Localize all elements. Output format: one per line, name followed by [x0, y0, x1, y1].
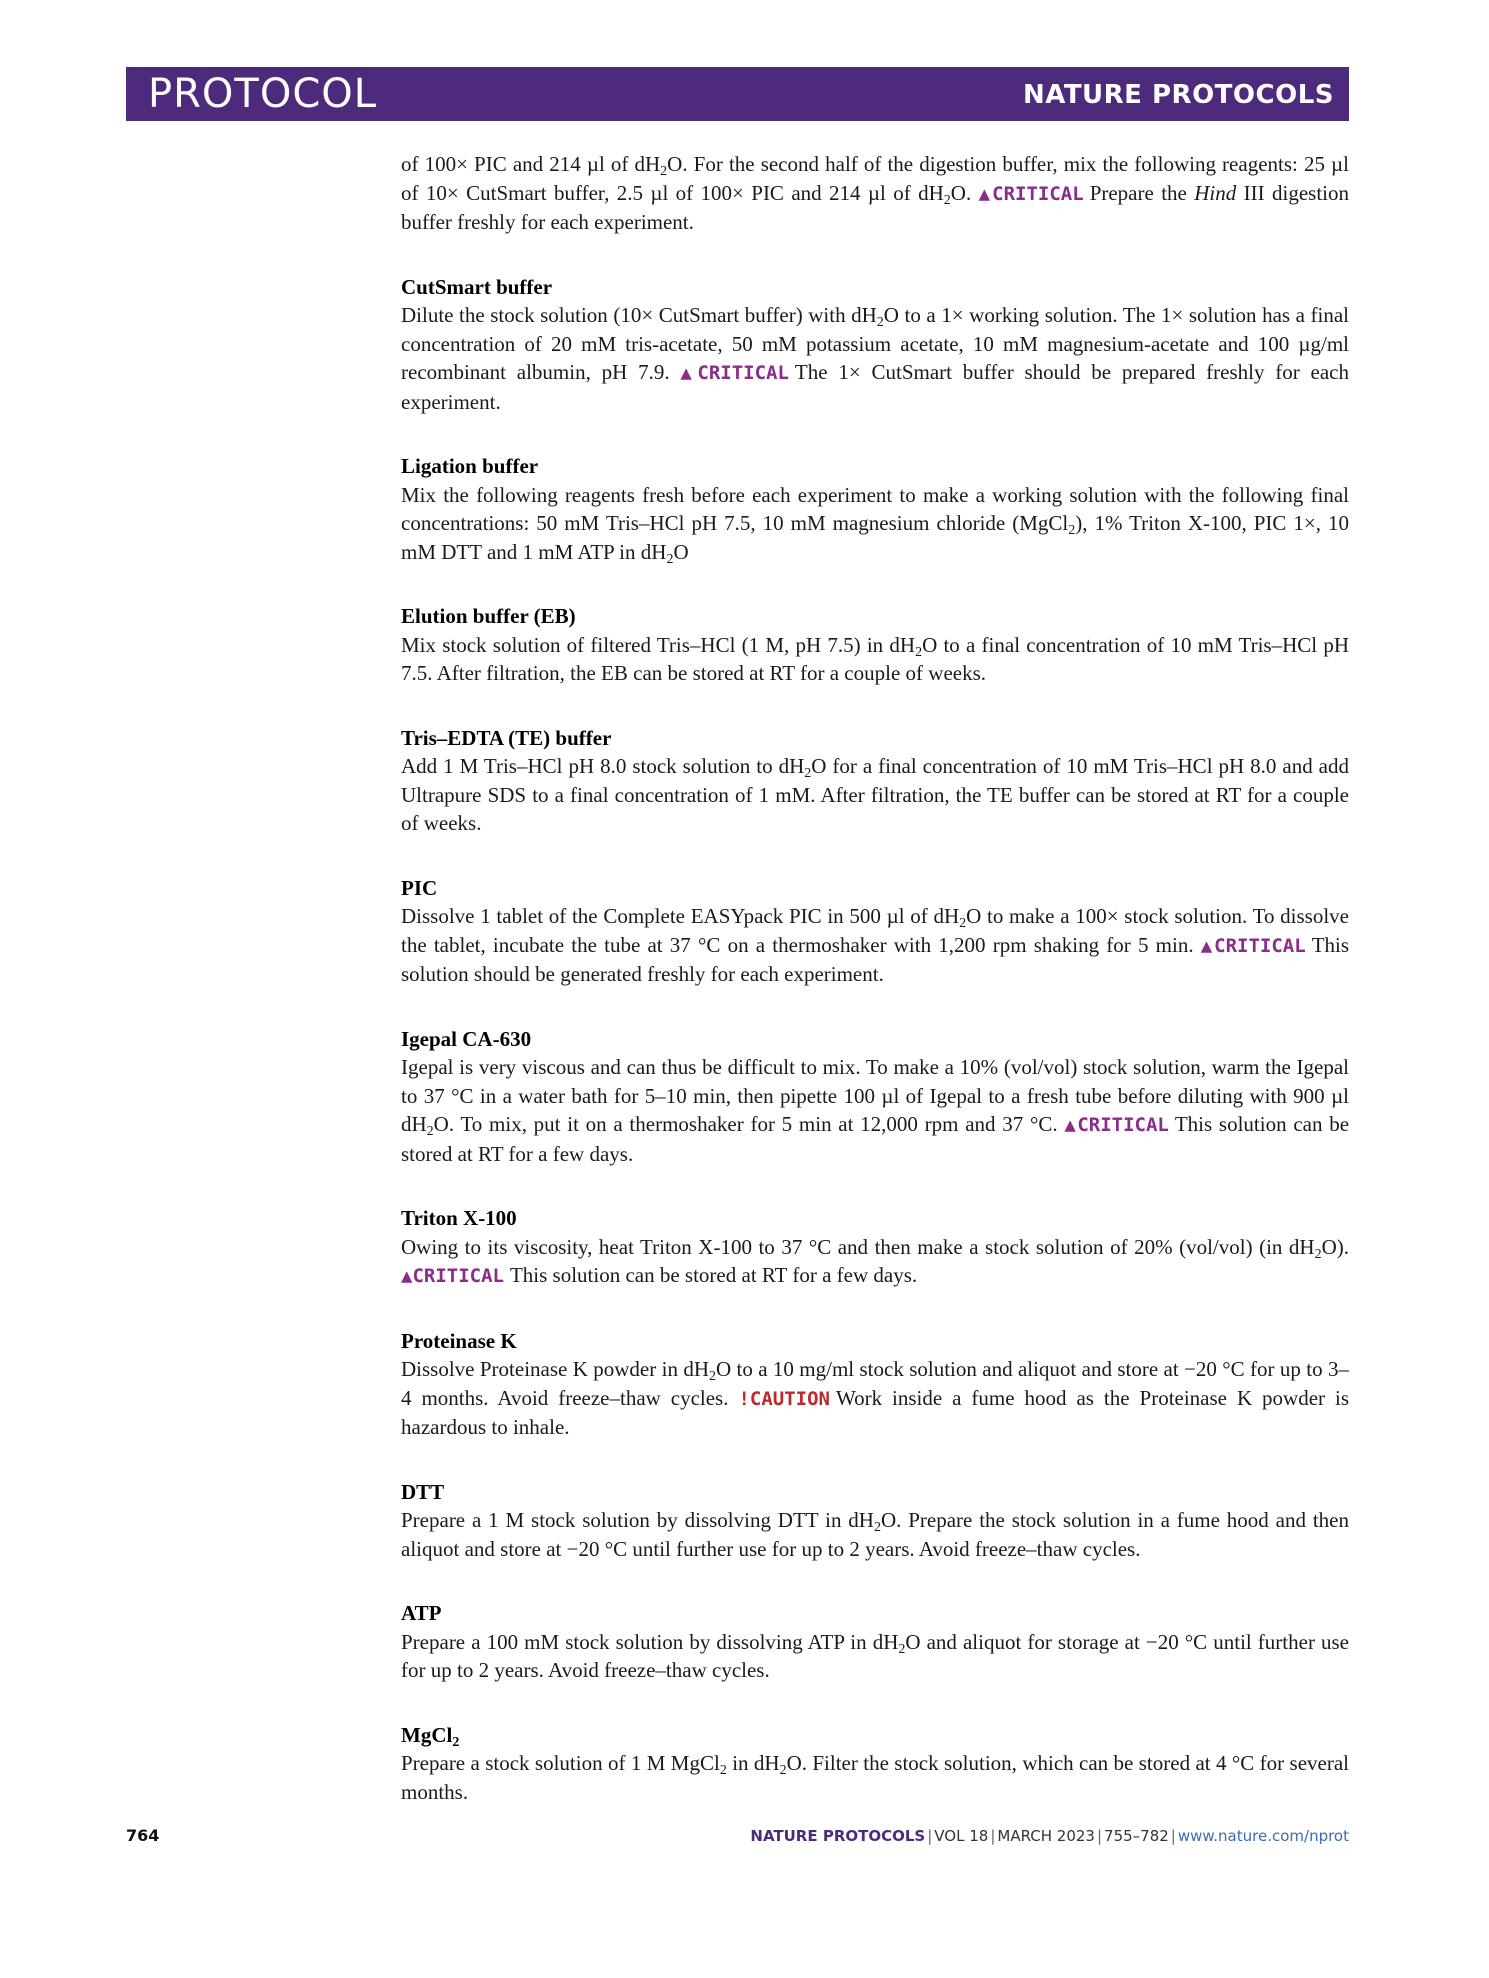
- section-title: CutSmart buffer: [401, 274, 553, 299]
- section-pic: PIC Dissolve 1 tablet of the Complete EASYpack PIC in 500 µl of $dH_2O$ to make a 100× stock solution. To dissolve the tablet, incubate the tube at 37 °C on a thermoshaker with 1,200 rpm shaking for 5 min. ▲CRITICAL This solution should be generated freshly for each experiment.: [401, 875, 1350, 986]
- section-title: ATP: [401, 1601, 442, 1625]
- footer-url-link[interactable]: www.nature.com/nprot: [1177, 1827, 1349, 1845]
- section-title: Tris–EDTA (TE) buffer: [401, 725, 612, 750]
- section-elution: Elution buffer (EB) Mix stock solution of filtered Tris–HCl (1 M, pH 7.5) in $dH_2O$ to a final concentration of 10 mM Tris–HCl pH 7.5. After filtration, the EB can be stored at RT for a couple of weeks.: [401, 604, 1349, 685]
- footer-journal: NATURE PROTOCOLS: [750, 1827, 926, 1845]
- section-title: DTT: [401, 1479, 445, 1504]
- section-proteinase-k: Proteinase K Dissolve Proteinase K powder in $dH_2O$ to a 10 mg/ml stock solution and aliquot and store at −20 °C for up to 3–4 months. Avoid freeze–thaw cycles. !CAUTION Work inside a fume hood as the Proteinase K powder is hazardous to inhale.: [401, 1328, 1349, 1439]
- section-title: PIC: [401, 875, 438, 900]
- page-number: 764: [126, 1826, 160, 1845]
- section-te: Tris–EDTA (TE) buffer Add 1 M Tris–HCl pH 8.0 stock solution to $dH_2O$ for a final concentration of 10 mM Tris–HCl pH 8.0 and add Ultrapure SDS to a final concentration of 1 mM. After filtration, the TE buffer can be stored at RT for a couple of weeks.: [401, 725, 1349, 835]
- section-title: Igepal CA-630: [401, 1026, 532, 1051]
- section-ligation: Ligation buffer Mix the following reagents fresh before each experiment to make a working solution with the following final concentrations: 50 mM Tris–HCl pH 7.5, 10 mM magnesium chloride (MgCl$_2$), 1% Triton X-100, PIC 1×, 10 mM DTT and 1 mM ATP in $dH_2O$: [401, 454, 1349, 567]
- page-header: [126, 67, 1349, 121]
- footer-volume: VOL 18: [934, 1827, 989, 1845]
- caution-label: !CAUTION: [738, 1387, 830, 1410]
- section-triton: Triton X-100 Owing to its viscosity, heat Triton X-100 to 37 °C and then make a stock solution of 20% (vol/vol) (in $dH_2O$). ▲CRITICAL This solution can be stored at RT for a few days.: [401, 1206, 1349, 1287]
- section-igepal: Igepal CA-630 Igepal is very viscous and can thus be difficult to mix. To make a 10% (vol/vol) stock solution, warm the Igepal to 37 °C in a water bath for 5–10 min, then pipette 100 µl of Igepal to a fresh tube before diluting with 900 µl $dH_2O$. To mix, put it on a thermoshaker for 5 min at 12,000 rpm and 37 °C. ▲CRITICAL This solution can be stored at RT for a few days.: [401, 1026, 1350, 1166]
- section-title: Proteinase K: [401, 1328, 517, 1353]
- section-label: PROTOCOL: [148, 71, 378, 117]
- section-title: Ligation buffer: [401, 454, 539, 478]
- footer-citation: NATURE PROTOCOLS | VOL 18 | MARCH 2023 | 755–782 | www.nature.com/nprot: [750, 1827, 1349, 1845]
- critical-label: ▲CRITICAL: [1064, 1114, 1169, 1136]
- section-atp: ATP Prepare a 100 mM stock solution by dissolving ATP in $dH_2O$ and aliquot for storage at −20 °C until further use for up to 2 years. Avoid freeze–thaw cycles.: [401, 1601, 1349, 1682]
- main-content: [401, 150, 1349, 1842]
- journal-name-header: NATURE PROTOCOLS: [1022, 80, 1334, 110]
- section-title: Elution buffer (EB): [401, 604, 576, 628]
- footer-date: MARCH 2023: [997, 1827, 1095, 1845]
- critical-label: ▲CRITICAL: [978, 182, 1084, 205]
- critical-label: ▲CRITICAL: [401, 1265, 504, 1287]
- footer-pages: 755–782: [1104, 1827, 1169, 1845]
- section-dtt: DTT Prepare a 1 M stock solution by dissolving DTT in $dH_2O$. Prepare the stock solution in a fume hood and then aliquot and store at −20 °C until further use for up to 2 years. Avoid freeze–thaw cycles.: [401, 1479, 1349, 1561]
- section-cutsmart: CutSmart buffer Dilute the stock solution (10× CutSmart buffer) with $dH_2O$ to a 1× working solution. The 1× solution has a final concentration of 20 mM tris-acetate, 50 mM potassium acetate, 10 mM magnesium-acetate and 100 µg/ml recombinant albumin, pH 7.9. ▲CRITICAL The 1× CutSmart buffer should be prepared freshly for each experiment.: [401, 274, 1349, 414]
- intro-paragraph: of 100× PIC and 214 µl of $dH_2O$. For the second half of the digestion buffer, mix the following reagents: 25 µl of 10× CutSmart buffer, 2.5 µl of 100× PIC and 214 µl of $dH_2O$. ▲CRITICAL Prepare the Hind III digestion buffer freshly for each experiment.: [401, 152, 1350, 234]
- section-mgcl2: MgCl$_2$ Prepare a stock solution of 1 M MgCl$_2$ in $dH_2O$. Filter the stock solution, which can be stored at 4 °C for several months.: [401, 1722, 1349, 1804]
- section-title: Triton X-100: [401, 1206, 517, 1230]
- critical-label: ▲CRITICAL: [1200, 934, 1306, 957]
- critical-label: ▲CRITICAL: [680, 362, 789, 384]
- section-title: MgCl$_2$: [401, 1722, 460, 1750]
